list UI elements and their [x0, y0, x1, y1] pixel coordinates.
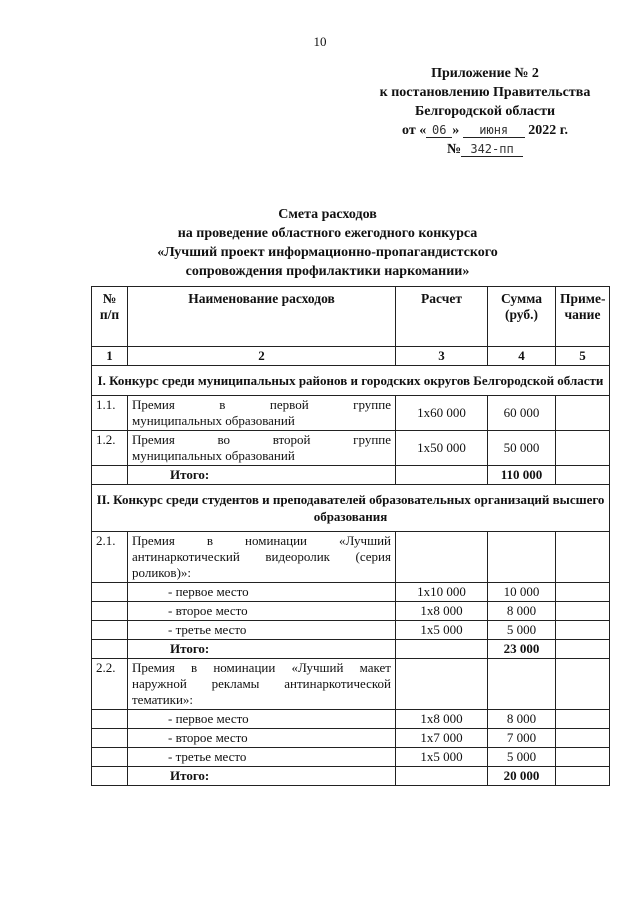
total-sum: 110 000 — [488, 466, 556, 485]
table-row — [92, 729, 610, 748]
title-line-3: «Лучший проект информационно-пропагандистского — [157, 245, 498, 260]
row-calc: 1x8 000 — [396, 602, 488, 621]
row-sum: 8 000 — [488, 602, 556, 621]
table-row — [92, 748, 610, 767]
row-name-line: Премия в номинации «Лучший макет — [132, 660, 391, 675]
title-line-4: сопровождения профилактики наркомании» — [185, 264, 470, 279]
column-number-row — [92, 347, 610, 366]
row-calc: 1x5 000 — [396, 748, 488, 767]
row-calc: 1x7 000 — [396, 729, 488, 748]
row-name-line: наружной рекламы антинаркотической — [132, 676, 391, 691]
row-label: - второе место — [128, 602, 396, 621]
table-row — [92, 431, 610, 466]
appendix-region: Белгородской области — [414, 104, 556, 119]
row-sum: 5 000 — [488, 621, 556, 640]
date-month: июня — [463, 123, 525, 138]
table-row — [92, 602, 610, 621]
header-calc: Расчет — [396, 287, 488, 347]
document-title — [100, 205, 555, 281]
appendix-title: Приложение № 2 — [431, 66, 539, 81]
section-row — [92, 485, 610, 532]
total-row — [92, 466, 610, 485]
col-number: 3 — [396, 347, 488, 366]
row-label: - второе место — [128, 729, 396, 748]
appendix-date — [360, 121, 610, 140]
number-value: 342-пп — [461, 142, 523, 157]
row-num: 1.1. — [92, 396, 128, 431]
row-name-line: роликов)»: — [132, 565, 192, 580]
row-name — [128, 659, 396, 710]
row-name-line: тематики»: — [132, 692, 194, 707]
row-name — [128, 396, 396, 431]
row-calc: 1x60 000 — [396, 396, 488, 431]
table-row — [92, 710, 610, 729]
header-sum: Сумма (руб.) — [488, 287, 556, 347]
section-1-title: I. Конкурс среди муниципальных районов и городских округов Белгородской области — [92, 366, 610, 396]
row-name-line: Премия во второй группе — [132, 432, 391, 447]
col-number: 4 — [488, 347, 556, 366]
row-name-line: муниципальных образований — [132, 413, 295, 428]
total-label: Итого: — [128, 466, 396, 485]
page-number: 10 — [313, 34, 327, 49]
total-row — [92, 640, 610, 659]
appendix-header — [360, 64, 610, 159]
table-row — [92, 583, 610, 602]
row-calc: 1x50 000 — [396, 431, 488, 466]
row-label: - первое место — [128, 583, 396, 602]
date-day: 06 — [426, 123, 452, 138]
row-num: 2.1. — [92, 532, 128, 583]
total-label: Итого: — [128, 767, 396, 786]
row-note — [556, 396, 610, 431]
row-calc: 1x5 000 — [396, 621, 488, 640]
row-sum: 10 000 — [488, 583, 556, 602]
estimate-table — [91, 286, 610, 786]
row-num: 1.2. — [92, 431, 128, 466]
row-label: - первое место — [128, 710, 396, 729]
section-row — [92, 366, 610, 396]
row-label: - третье место — [128, 621, 396, 640]
table-row — [92, 621, 610, 640]
date-prefix: от « — [402, 123, 427, 138]
table-row — [92, 659, 610, 710]
header-note: Приме-чание — [556, 287, 610, 347]
appendix-decree: к постановлению Правительства — [379, 85, 591, 100]
col-number: 2 — [128, 347, 396, 366]
row-sum: 5 000 — [488, 748, 556, 767]
col-number: 1 — [92, 347, 128, 366]
table-row — [92, 396, 610, 431]
row-sum: 7 000 — [488, 729, 556, 748]
row-name-line: Премия в первой группе — [132, 397, 391, 412]
row-label: - третье место — [128, 748, 396, 767]
row-sum: 8 000 — [488, 710, 556, 729]
number-prefix: № — [446, 142, 462, 157]
row-name-line: Премия в номинации «Лучший — [132, 533, 391, 548]
col-number: 5 — [556, 347, 610, 366]
row-sum: 50 000 — [488, 431, 556, 466]
title-line-2: на проведение областного ежегодного конкурса — [177, 226, 478, 241]
total-row — [92, 767, 610, 786]
row-num: 2.2. — [92, 659, 128, 710]
header-num: № п/п — [92, 287, 128, 347]
row-calc: 1x10 000 — [396, 583, 488, 602]
appendix-number — [360, 140, 610, 159]
row-name-line: антинаркотический видеоролик (серия — [132, 549, 391, 564]
total-sum: 23 000 — [488, 640, 556, 659]
row-name — [128, 532, 396, 583]
row-note — [556, 431, 610, 466]
date-mid: » — [452, 123, 460, 138]
section-2-title: II. Конкурс среди студентов и преподавателей образовательных организаций высшего образования — [92, 485, 610, 532]
row-calc: 1x8 000 — [396, 710, 488, 729]
title-line-1: Смета расходов — [278, 207, 377, 222]
total-sum: 20 000 — [488, 767, 556, 786]
table-row — [92, 532, 610, 583]
row-name — [128, 431, 396, 466]
total-label: Итого: — [128, 640, 396, 659]
row-name-line: муниципальных образований — [132, 448, 295, 463]
header-name: Наименование расходов — [128, 287, 396, 347]
table-header-row — [92, 287, 610, 347]
row-sum: 60 000 — [488, 396, 556, 431]
date-year: 2022 г. — [528, 123, 568, 138]
